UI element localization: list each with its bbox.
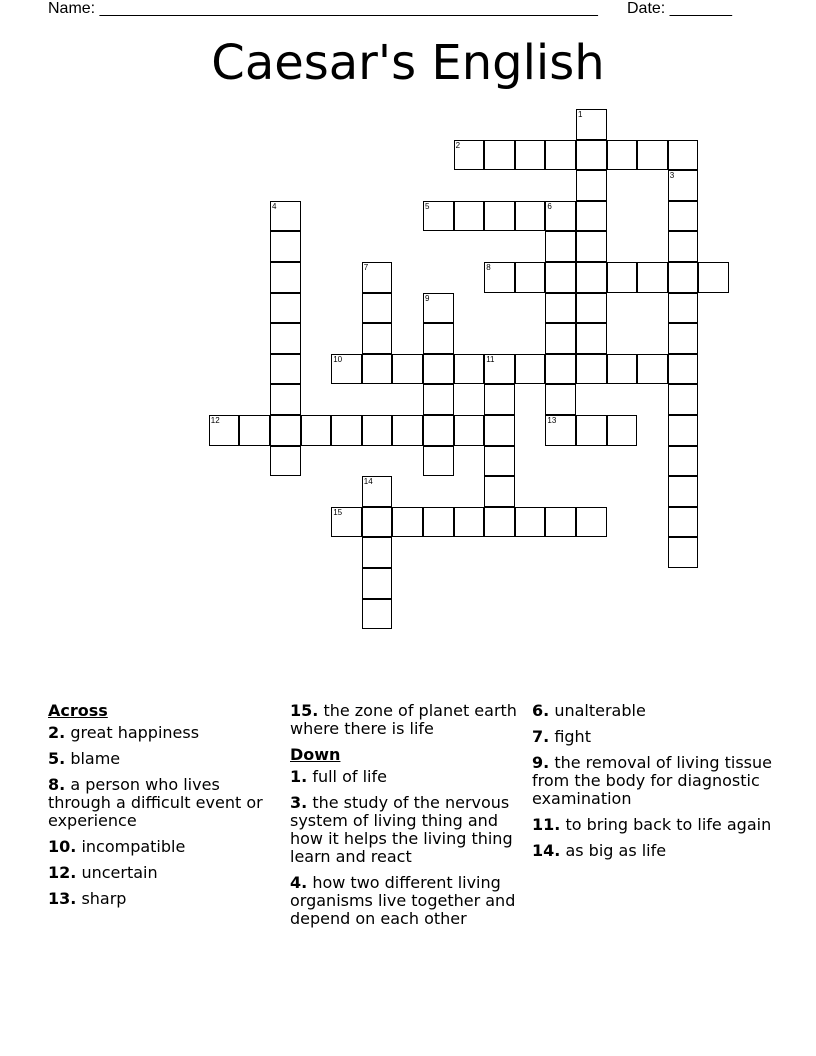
grid-cell[interactable] [454, 201, 485, 232]
grid-cell[interactable] [576, 323, 607, 354]
grid-cell[interactable] [454, 140, 485, 171]
grid-cell[interactable] [668, 537, 699, 568]
grid-cell[interactable] [607, 262, 638, 293]
grid-cell[interactable] [484, 415, 515, 446]
clue-down-9: 9. the removal of living tissue from the body for diagnostic examination [532, 753, 772, 808]
clue-number: 14 [363, 477, 373, 487]
grid-cell[interactable] [392, 415, 423, 446]
grid-cell[interactable] [331, 507, 362, 538]
grid-cell[interactable] [423, 415, 454, 446]
clues-column-2 [290, 702, 530, 936]
clue-number: 12 [210, 416, 220, 425]
grid-cell[interactable] [209, 415, 240, 446]
clue-number: 7 [363, 263, 369, 272]
grid-cell[interactable] [668, 476, 699, 507]
grid-cell[interactable] [576, 170, 607, 201]
grid-cell[interactable] [270, 415, 301, 446]
grid-cell[interactable] [423, 293, 454, 324]
grid-cell[interactable] [668, 170, 699, 201]
clue-number: 8 [486, 263, 491, 272]
grid-cell[interactable] [515, 507, 546, 538]
clue-across-10: 10. incompatible [48, 837, 186, 856]
clue-across-13: 13. sharp [48, 889, 127, 908]
clue-number: 6 [547, 201, 552, 211]
grid-cell[interactable] [423, 323, 454, 354]
grid-cell[interactable] [484, 140, 515, 171]
grid-cell[interactable] [423, 354, 454, 385]
clue-down-6: 6. unalterable [532, 701, 646, 720]
grid-cell[interactable] [698, 262, 729, 293]
grid-cell[interactable] [668, 201, 699, 232]
grid-cell[interactable] [362, 323, 393, 354]
clue-down-14: 14. as big as life [532, 841, 667, 860]
grid-cell[interactable] [545, 384, 576, 415]
grid-cell[interactable] [423, 384, 454, 415]
grid-cell[interactable] [423, 507, 454, 538]
grid-cell[interactable] [668, 140, 699, 171]
grid-cell[interactable] [270, 354, 301, 385]
grid-cell[interactable] [362, 354, 393, 385]
grid-cell[interactable] [362, 293, 393, 324]
grid-cell[interactable] [454, 354, 485, 385]
clue-number: 4 [272, 201, 277, 211]
down-heading: Down [290, 745, 341, 764]
grid-cell[interactable] [607, 415, 638, 446]
clues-column-1 [48, 702, 278, 916]
grid-cell[interactable] [362, 415, 393, 446]
name-field-label[interactable]: Name: ________________________________________________________ [48, 0, 598, 17]
grid-cell[interactable] [668, 415, 699, 446]
clue-down-4: 4. how two different living organisms live together and depend on each other [290, 873, 516, 928]
grid-cell[interactable] [270, 201, 301, 232]
grid-cell[interactable] [484, 201, 515, 232]
clue-number: 9 [425, 293, 430, 303]
clue-number: 5 [425, 201, 430, 211]
grid-cell[interactable] [637, 354, 668, 385]
grid-cell[interactable] [270, 384, 301, 415]
grid-cell[interactable] [668, 293, 699, 324]
grid-cell[interactable] [515, 201, 546, 232]
grid-cell[interactable] [270, 262, 301, 293]
grid-cell[interactable] [576, 507, 607, 538]
clue-across-15: 15. the zone of planet earth where there is life [290, 701, 517, 738]
grid-cell[interactable] [576, 415, 607, 446]
grid-cell[interactable] [576, 201, 607, 232]
grid-cell[interactable] [515, 262, 546, 293]
clue-across-8: 8. a person who lives through a difficult event or experience [48, 775, 263, 830]
grid-cell[interactable] [392, 507, 423, 538]
puzzle-title: Caesar's English [211, 35, 605, 91]
clue-number: 13 [547, 416, 557, 425]
clue-number: 11 [486, 354, 495, 364]
grid-cell[interactable] [637, 140, 668, 171]
grid-cell[interactable] [545, 262, 576, 293]
grid-cell[interactable] [270, 323, 301, 354]
grid-cell[interactable] [362, 537, 393, 568]
grid-cell[interactable] [239, 415, 270, 446]
grid-cell[interactable] [545, 231, 576, 262]
grid-cell[interactable] [576, 354, 607, 385]
grid-cell[interactable] [668, 384, 699, 415]
grid-cell[interactable] [423, 201, 454, 232]
grid-cell[interactable] [484, 262, 515, 293]
grid-cell[interactable] [576, 231, 607, 262]
clue-number: 2 [455, 140, 461, 150]
grid-cell[interactable] [362, 568, 393, 599]
grid-cell[interactable] [576, 262, 607, 293]
grid-cell[interactable] [576, 109, 607, 140]
clue-number: 3 [669, 171, 675, 181]
grid-cell[interactable] [301, 415, 332, 446]
grid-cell[interactable] [331, 354, 362, 385]
grid-cell[interactable] [545, 415, 576, 446]
grid-cell[interactable] [515, 354, 546, 385]
grid-cell[interactable] [607, 140, 638, 171]
grid-cell[interactable] [454, 415, 485, 446]
clue-across-5: 5. blame [48, 749, 121, 768]
grid-cell[interactable] [545, 293, 576, 324]
grid-cell[interactable] [484, 446, 515, 477]
grid-cell[interactable] [576, 293, 607, 324]
clue-number: 1 [578, 110, 583, 119]
clue-number: 10 [333, 354, 343, 364]
clue-down-7: 7. fight [532, 727, 591, 746]
grid-cell[interactable] [515, 140, 546, 171]
grid-cell[interactable] [484, 476, 515, 507]
clue-down-11: 11. to bring back to life again [532, 815, 772, 834]
grid-cell[interactable] [668, 354, 699, 385]
grid-cell[interactable] [545, 323, 576, 354]
grid-cell[interactable] [392, 354, 423, 385]
grid-cell[interactable] [545, 140, 576, 171]
grid-cell[interactable] [362, 262, 393, 293]
grid-cell[interactable] [454, 507, 485, 538]
date-field-label[interactable]: Date: _______ [627, 0, 732, 17]
grid-cell[interactable] [423, 446, 454, 477]
grid-cell[interactable] [668, 446, 699, 477]
across-heading: Across [48, 701, 108, 720]
grid-cell[interactable] [270, 293, 301, 324]
grid-cell[interactable] [484, 384, 515, 415]
clue-down-1: 1. full of life [290, 767, 387, 786]
clue-across-12: 12. uncertain [48, 863, 158, 882]
grid-cell[interactable] [668, 323, 699, 354]
grid-cell[interactable] [270, 446, 301, 477]
grid-cell[interactable] [484, 354, 515, 385]
clue-down-3: 3. the study of the nervous system of living thing and how it helps the living thing learn and react [290, 793, 513, 866]
grid-cell[interactable] [668, 231, 699, 262]
grid-cell[interactable] [545, 354, 576, 385]
grid-cell[interactable] [270, 231, 301, 262]
clue-number: 15 [333, 507, 343, 517]
grid-cell[interactable] [668, 507, 699, 538]
grid-cell[interactable] [637, 262, 668, 293]
grid-cell[interactable] [362, 599, 393, 630]
grid-cell[interactable] [362, 476, 393, 507]
grid-cell[interactable] [484, 507, 515, 538]
grid-cell[interactable] [576, 140, 607, 171]
grid-cell[interactable] [331, 415, 362, 446]
grid-cell[interactable] [362, 507, 393, 538]
grid-cell[interactable] [545, 201, 576, 232]
clues-column-3 [532, 702, 772, 868]
grid-cell[interactable] [668, 262, 699, 293]
grid-cell[interactable] [545, 507, 576, 538]
clue-across-2: 2. great happiness [48, 723, 200, 742]
grid-cell[interactable] [607, 354, 638, 385]
